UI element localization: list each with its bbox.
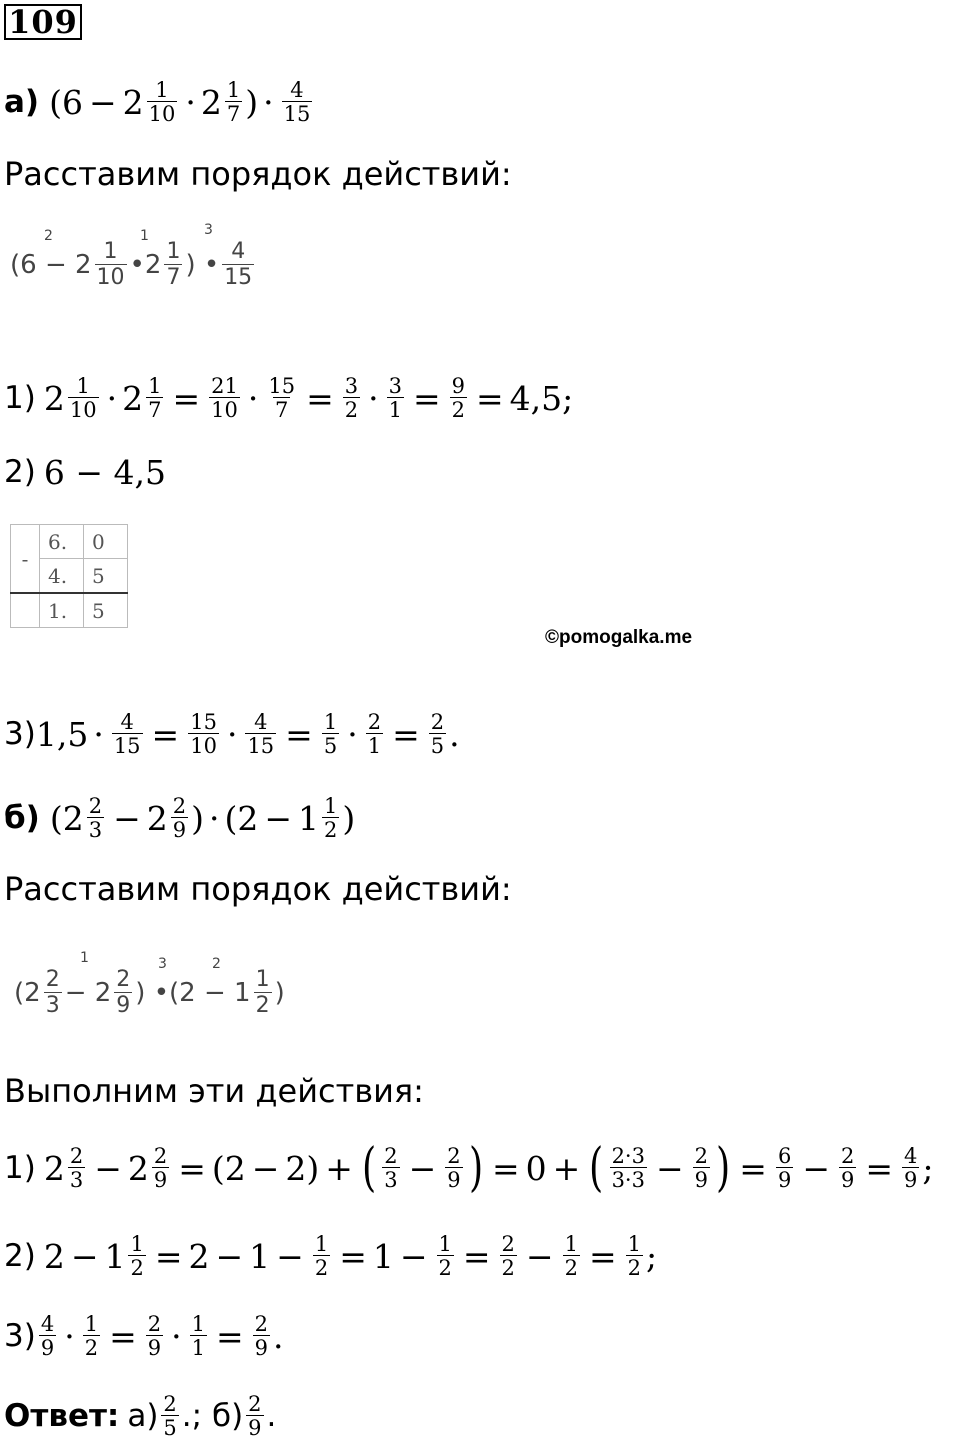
part-a-order-image: 2 1 3 (6 − 2 $\frac{1}{10}$ •2 $\frac{1}{7}$ ) • $\frac{4}{15}$: [10, 222, 253, 290]
problem-number: 109: [4, 4, 82, 40]
step1-result: 4,5;: [509, 378, 574, 418]
part-b-do-heading: Выполним эти действия:: [4, 1072, 424, 1110]
part-b-order-heading: Расставим порядок действий:: [4, 870, 512, 908]
subtraction-table: - 6. 0 4. 5 1. 5: [10, 524, 128, 628]
answer-label: Ответ:: [4, 1398, 120, 1434]
step-label: 1): [4, 380, 36, 416]
answer-line: Ответ: а) $\frac{2}{5}$ .; б) $\frac{2}{9}$ .: [4, 1392, 277, 1440]
step2-expression: 6 − 4,5: [43, 452, 166, 492]
step-label: 3): [4, 716, 36, 752]
part-a-step3: 3) 1,5 · $\frac{4}{15}$ = $\frac{15}{10}$ · $\frac{4}{15}$ = $\frac{1}{5}$ · $\frac{2}{1}$ = $\frac{2}{5}$ .: [4, 710, 460, 758]
part-b-expression: б) (2 $\frac{2}{3}$ − 2 $\frac{2}{9}$ ) · (2 − 1 $\frac{1}{2}$ ): [4, 794, 356, 842]
step-label: 2): [4, 1238, 36, 1274]
step-label: 2): [4, 454, 36, 490]
step-label: 3): [4, 1318, 36, 1354]
part-a-step1: 1) 2 $\frac{1}{10}$ · 2 $\frac{1}{7}$ = $\frac{21}{10}$ · $\frac{15}{7}$ = $\frac{3}{2}$ · $\frac{3}{1}$ = $\frac{9}{2}$ = 4,5;: [4, 374, 574, 422]
part-b-step2: 2) 2 − 1 $\frac{1}{2}$ = 2 − 1 − $\frac{1}{2}$ = 1 − $\frac{1}{2}$ = $\frac{2}{2}$ − $\frac{1}{2}$ = $\frac{1}{2}$ ;: [4, 1232, 658, 1280]
step-label: 1): [4, 1150, 36, 1186]
part-b-label: б): [4, 800, 40, 836]
part-b-step1: 1) 2 $\frac{2}{3}$ − 2 $\frac{2}{9}$ = (2 − 2) + ( $\frac{2}{3}$ − $\frac{2}{9}$ ) = 0 + ( $\frac{2\cdot 3}{3\cdot 3}$ − $\frac{2}{9}$ ) = $\frac{6}{9}$ − $\frac{2}{9}$ = $\frac{4}{9}$ ;: [4, 1138, 934, 1198]
part-b-step3: 3) $\frac{4}{9}$ · $\frac{1}{2}$ = $\frac{2}{9}$ · $\frac{1}{1}$ = $\frac{2}{9}$ .: [4, 1312, 284, 1360]
part-a-expression: а) (6 − 2 $\frac{1}{10}$ · 2 $\frac{1}{7}$ ) · $\frac{4}{15}$: [4, 78, 311, 126]
part-a-label: а): [4, 84, 40, 120]
part-a-step2: [4, 442, 166, 502]
watermark: ©pomogalka.me: [545, 627, 693, 648]
part-b-order-image: 1 3 2 (2 $\frac{2}{3}$ − 2 $\frac{2}{9}$ ) •(2 − 1 $\frac{1}{2}$ ): [14, 950, 285, 1018]
part-a-order-heading: Расставим порядок действий:: [4, 155, 512, 193]
